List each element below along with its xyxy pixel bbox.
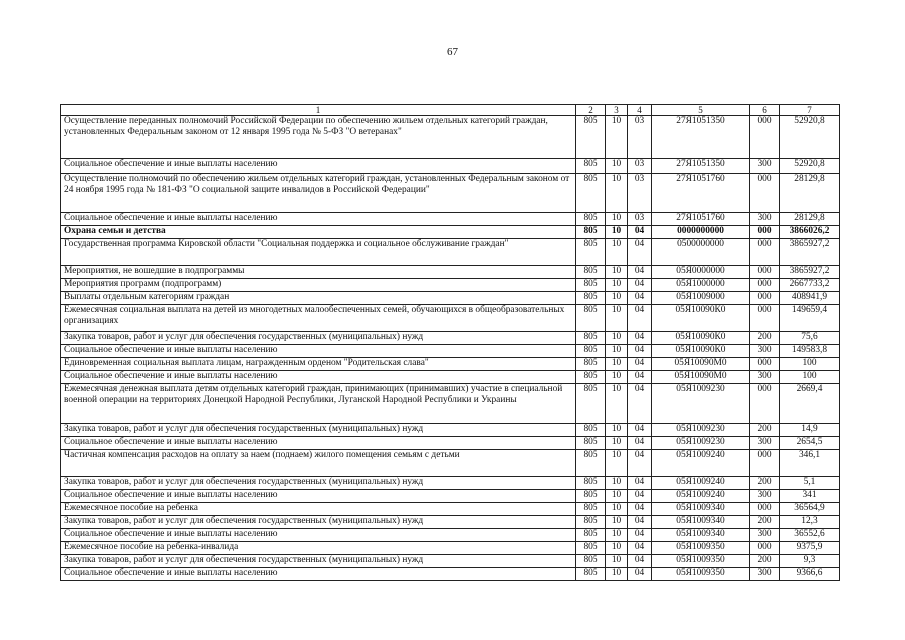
table-row [61,568,840,581]
row-target-article-cell: 05Я1009230 [652,424,750,437]
row-ministry-code-cell: 805 [576,490,606,503]
row-amount-cell: 3865927,2 [780,266,840,279]
row-amount-cell: 346,1 [780,450,840,477]
table-row [61,305,840,332]
row-section-cell: 10 [606,292,628,305]
row-subsection-cell: 04 [628,529,652,542]
table-row [61,332,840,345]
row-section-cell: 10 [606,279,628,292]
row-ministry-code-cell: 805 [576,279,606,292]
row-section-cell: 10 [606,529,628,542]
row-section-cell: 10 [606,424,628,437]
row-ministry-code-cell: 805 [576,305,606,332]
row-target-article-cell: 27Я1051350 [652,159,750,174]
row-subsection-cell: 04 [628,384,652,424]
row-expense-type-cell: 300 [750,490,780,503]
row-ministry-code-cell: 805 [576,437,606,450]
row-expense-type-cell: 000 [750,292,780,305]
row-amount-cell: 75,6 [780,332,840,345]
row-subsection-cell: 04 [628,450,652,477]
row-subsection-cell: 04 [628,477,652,490]
row-amount-cell: 9375,9 [780,542,840,555]
row-section-cell: 10 [606,450,628,477]
row-target-article-cell: 05Я1009340 [652,529,750,542]
row-subsection-cell: 03 [628,213,652,226]
row-expense-type-cell: 000 [750,279,780,292]
row-name-cell: Социальное обеспечение и иные выплаты населению [61,568,576,581]
row-name-cell: Мероприятия программ (подпрограмм) [61,279,576,292]
row-expense-type-cell: 200 [750,424,780,437]
row-ministry-code-cell: 805 [576,503,606,516]
row-ministry-code-cell: 805 [576,266,606,279]
row-expense-type-cell: 300 [750,345,780,358]
row-target-article-cell: 0500000000 [652,239,750,266]
row-ministry-code-cell: 805 [576,477,606,490]
table-row [61,542,840,555]
row-name-cell: Закупка товаров, работ и услуг для обеспечения государственных (муниципальных) нужд [61,424,576,437]
row-subsection-cell: 03 [628,174,652,213]
row-subsection-cell: 04 [628,239,652,266]
row-target-article-cell: 05Я1009350 [652,542,750,555]
table-row [61,503,840,516]
row-name-cell: Социальное обеспечение и иные выплаты населению [61,490,576,503]
row-expense-type-cell: 200 [750,555,780,568]
row-subsection-cell: 04 [628,305,652,332]
row-section-cell: 10 [606,226,628,239]
header-cell: 3 [606,105,628,116]
table-row [61,477,840,490]
row-expense-type-cell: 300 [750,159,780,174]
row-expense-type-cell: 000 [750,503,780,516]
row-target-article-cell: 05Я10090М0 [652,358,750,371]
row-section-cell: 10 [606,384,628,424]
row-ministry-code-cell: 805 [576,529,606,542]
row-section-cell: 10 [606,345,628,358]
row-ministry-code-cell: 805 [576,555,606,568]
table-row [61,450,840,477]
row-name-cell: Социальное обеспечение и иные выплаты населению [61,437,576,450]
row-expense-type-cell: 000 [750,226,780,239]
row-section-cell: 10 [606,555,628,568]
row-subsection-cell: 04 [628,292,652,305]
header-cell: 6 [750,105,780,116]
row-name-cell: Охрана семьи и детства [61,226,576,239]
table-row [61,239,840,266]
row-ministry-code-cell: 805 [576,516,606,529]
row-target-article-cell: 05Я1000000 [652,279,750,292]
row-name-cell: Социальное обеспечение и иные выплаты населению [61,159,576,174]
row-subsection-cell: 03 [628,159,652,174]
row-expense-type-cell: 300 [750,568,780,581]
row-target-article-cell: 05Я10090К0 [652,332,750,345]
row-ministry-code-cell: 805 [576,226,606,239]
row-target-article-cell: 05Я0000000 [652,266,750,279]
row-section-cell: 10 [606,239,628,266]
row-ministry-code-cell: 805 [576,358,606,371]
header-cell: 5 [652,105,750,116]
row-ministry-code-cell: 805 [576,292,606,305]
row-ministry-code-cell: 805 [576,332,606,345]
row-target-article-cell: 05Я1009350 [652,555,750,568]
row-target-article-cell: 05Я1009340 [652,516,750,529]
row-amount-cell: 36564,9 [780,503,840,516]
row-ministry-code-cell: 805 [576,213,606,226]
row-section-cell: 10 [606,516,628,529]
table-row [61,371,840,384]
row-subsection-cell: 04 [628,503,652,516]
row-section-cell: 10 [606,213,628,226]
header-cell: 4 [628,105,652,116]
table-row [61,555,840,568]
row-amount-cell: 52920,8 [780,159,840,174]
row-expense-type-cell: 000 [750,116,780,159]
row-ministry-code-cell: 805 [576,116,606,159]
row-target-article-cell: 05Я10090М0 [652,371,750,384]
row-name-cell: Осуществление полномочий по обеспечению жильем отдельных категорий граждан, установленных Федеральным законом от 24 ноября 1995 года № 181-ФЗ "О социальной защите инвалидов в Российской Федерации" [61,174,576,213]
row-amount-cell: 2654,5 [780,437,840,450]
table-row [61,358,840,371]
table-row [61,159,840,174]
row-target-article-cell: 05Я1009240 [652,490,750,503]
row-amount-cell: 3865927,2 [780,239,840,266]
row-section-cell: 10 [606,490,628,503]
row-target-article-cell: 05Я10090К0 [652,345,750,358]
row-amount-cell: 9366,6 [780,568,840,581]
row-amount-cell: 100 [780,358,840,371]
row-name-cell: Ежемесячное пособие на ребенка [61,503,576,516]
row-subsection-cell: 04 [628,424,652,437]
row-subsection-cell: 04 [628,555,652,568]
row-name-cell: Ежемесячное пособие на ребенка-инвалида [61,542,576,555]
row-subsection-cell: 04 [628,542,652,555]
row-expense-type-cell: 200 [750,477,780,490]
table-row [61,529,840,542]
row-name-cell: Закупка товаров, работ и услуг для обеспечения государственных (муниципальных) нужд [61,477,576,490]
row-section-cell: 10 [606,116,628,159]
row-ministry-code-cell: 805 [576,345,606,358]
row-subsection-cell: 04 [628,568,652,581]
row-name-cell: Осуществление переданных полномочий Российской Федерации по обеспечению жильем отдельных категорий граждан, установленных Федеральным законом от 12 января 1995 года № 5-ФЗ "О ветеранах" [61,116,576,159]
row-ministry-code-cell: 805 [576,174,606,213]
header-cell: 7 [780,105,840,116]
row-name-cell: Закупка товаров, работ и услуг для обеспечения государственных (муниципальных) нужд [61,332,576,345]
row-target-article-cell: 05Я10090К0 [652,305,750,332]
row-subsection-cell: 04 [628,332,652,345]
page-number: 67 [447,46,458,58]
row-amount-cell: 341 [780,490,840,503]
row-section-cell: 10 [606,174,628,213]
row-subsection-cell: 03 [628,116,652,159]
row-section-cell: 10 [606,542,628,555]
row-amount-cell: 28129,8 [780,174,840,213]
row-expense-type-cell: 300 [750,371,780,384]
row-ministry-code-cell: 805 [576,239,606,266]
row-name-cell: Частичная компенсация расходов на оплату за наем (поднаем) жилого помещения семьям с детьми [61,450,576,477]
row-name-cell: Социальное обеспечение и иные выплаты населению [61,371,576,384]
row-name-cell: Социальное обеспечение и иные выплаты населению [61,529,576,542]
header-row [61,105,840,116]
row-expense-type-cell: 300 [750,213,780,226]
table-row [61,116,840,159]
table-row [61,226,840,239]
row-section-cell: 10 [606,503,628,516]
row-amount-cell: 3866026,2 [780,226,840,239]
row-subsection-cell: 04 [628,345,652,358]
row-ministry-code-cell: 805 [576,542,606,555]
row-name-cell: Выплаты отдельным категориям граждан [61,292,576,305]
row-subsection-cell: 04 [628,226,652,239]
row-section-cell: 10 [606,159,628,174]
row-target-article-cell: 05Я1009340 [652,503,750,516]
row-expense-type-cell: 000 [750,358,780,371]
row-section-cell: 10 [606,568,628,581]
row-section-cell: 10 [606,371,628,384]
row-name-cell: Государственная программа Кировской области "Социальная поддержка и социальное обслуживание граждан" [61,239,576,266]
row-amount-cell: 36552,6 [780,529,840,542]
row-target-article-cell: 27Я1051350 [652,116,750,159]
row-amount-cell: 9,3 [780,555,840,568]
row-ministry-code-cell: 805 [576,371,606,384]
row-expense-type-cell: 300 [750,437,780,450]
row-name-cell: Мероприятия, не вошедшие в подпрограммы [61,266,576,279]
row-amount-cell: 2669,4 [780,384,840,424]
row-expense-type-cell: 000 [750,450,780,477]
row-target-article-cell: 05Я1009350 [652,568,750,581]
row-target-article-cell: 27Я1051760 [652,174,750,213]
row-expense-type-cell: 200 [750,516,780,529]
row-name-cell: Закупка товаров, работ и услуг для обеспечения государственных (муниципальных) нужд [61,555,576,568]
table-row [61,213,840,226]
row-expense-type-cell: 000 [750,542,780,555]
row-subsection-cell: 04 [628,490,652,503]
row-expense-type-cell: 300 [750,529,780,542]
row-name-cell: Закупка товаров, работ и услуг для обеспечения государственных (муниципальных) нужд [61,516,576,529]
table-row [61,292,840,305]
table-row [61,424,840,437]
row-ministry-code-cell: 805 [576,384,606,424]
row-target-article-cell: 05Я1009230 [652,437,750,450]
row-name-cell: Ежемесячная денежная выплата детям отдельных категорий граждан, принимающих (принимавших) участие в специальной военной операции на территориях Донецкой Народной Республики, Луганской Народной Республики и Украины [61,384,576,424]
row-subsection-cell: 04 [628,266,652,279]
row-expense-type-cell: 000 [750,239,780,266]
row-section-cell: 10 [606,437,628,450]
table-row [61,279,840,292]
row-target-article-cell: 05Я1009240 [652,450,750,477]
row-amount-cell: 12,3 [780,516,840,529]
table-row [61,384,840,424]
row-target-article-cell: 27Я1051760 [652,213,750,226]
table-row [61,437,840,450]
row-expense-type-cell: 000 [750,266,780,279]
table-row [61,490,840,503]
table-row [61,516,840,529]
row-amount-cell: 14,9 [780,424,840,437]
row-target-article-cell: 05Я1009240 [652,477,750,490]
row-ministry-code-cell: 805 [576,424,606,437]
row-section-cell: 10 [606,332,628,345]
row-name-cell: Социальное обеспечение и иные выплаты населению [61,345,576,358]
row-amount-cell: 100 [780,371,840,384]
row-amount-cell: 5,1 [780,477,840,490]
row-amount-cell: 149659,4 [780,305,840,332]
row-amount-cell: 2667733,2 [780,279,840,292]
row-ministry-code-cell: 805 [576,159,606,174]
row-ministry-code-cell: 805 [576,568,606,581]
row-expense-type-cell: 000 [750,174,780,213]
row-target-article-cell: 05Я1009230 [652,384,750,424]
budget-table [60,104,840,581]
row-target-article-cell: 05Я1009000 [652,292,750,305]
table-row [61,266,840,279]
row-subsection-cell: 04 [628,371,652,384]
row-name-cell: Ежемесячная социальная выплата на детей из многодетных малообеспеченных семей, обучающихся в общеобразовательных организациях [61,305,576,332]
row-amount-cell: 52920,8 [780,116,840,159]
table-row [61,345,840,358]
header-cell: 2 [576,105,606,116]
row-name-cell: Единовременная социальная выплата лицам, награжденным орденом "Родительская слава" [61,358,576,371]
row-name-cell: Социальное обеспечение и иные выплаты населению [61,213,576,226]
row-subsection-cell: 04 [628,516,652,529]
row-expense-type-cell: 000 [750,384,780,424]
row-amount-cell: 408941,9 [780,292,840,305]
row-target-article-cell: 0000000000 [652,226,750,239]
row-expense-type-cell: 000 [750,305,780,332]
table-row [61,174,840,213]
row-section-cell: 10 [606,305,628,332]
row-subsection-cell: 04 [628,279,652,292]
row-amount-cell: 149583,8 [780,345,840,358]
row-section-cell: 10 [606,477,628,490]
header-cell: 1 [61,105,576,116]
row-ministry-code-cell: 805 [576,450,606,477]
row-subsection-cell: 04 [628,358,652,371]
row-subsection-cell: 04 [628,437,652,450]
row-expense-type-cell: 200 [750,332,780,345]
row-amount-cell: 28129,8 [780,213,840,226]
row-section-cell: 10 [606,266,628,279]
row-section-cell: 10 [606,358,628,371]
